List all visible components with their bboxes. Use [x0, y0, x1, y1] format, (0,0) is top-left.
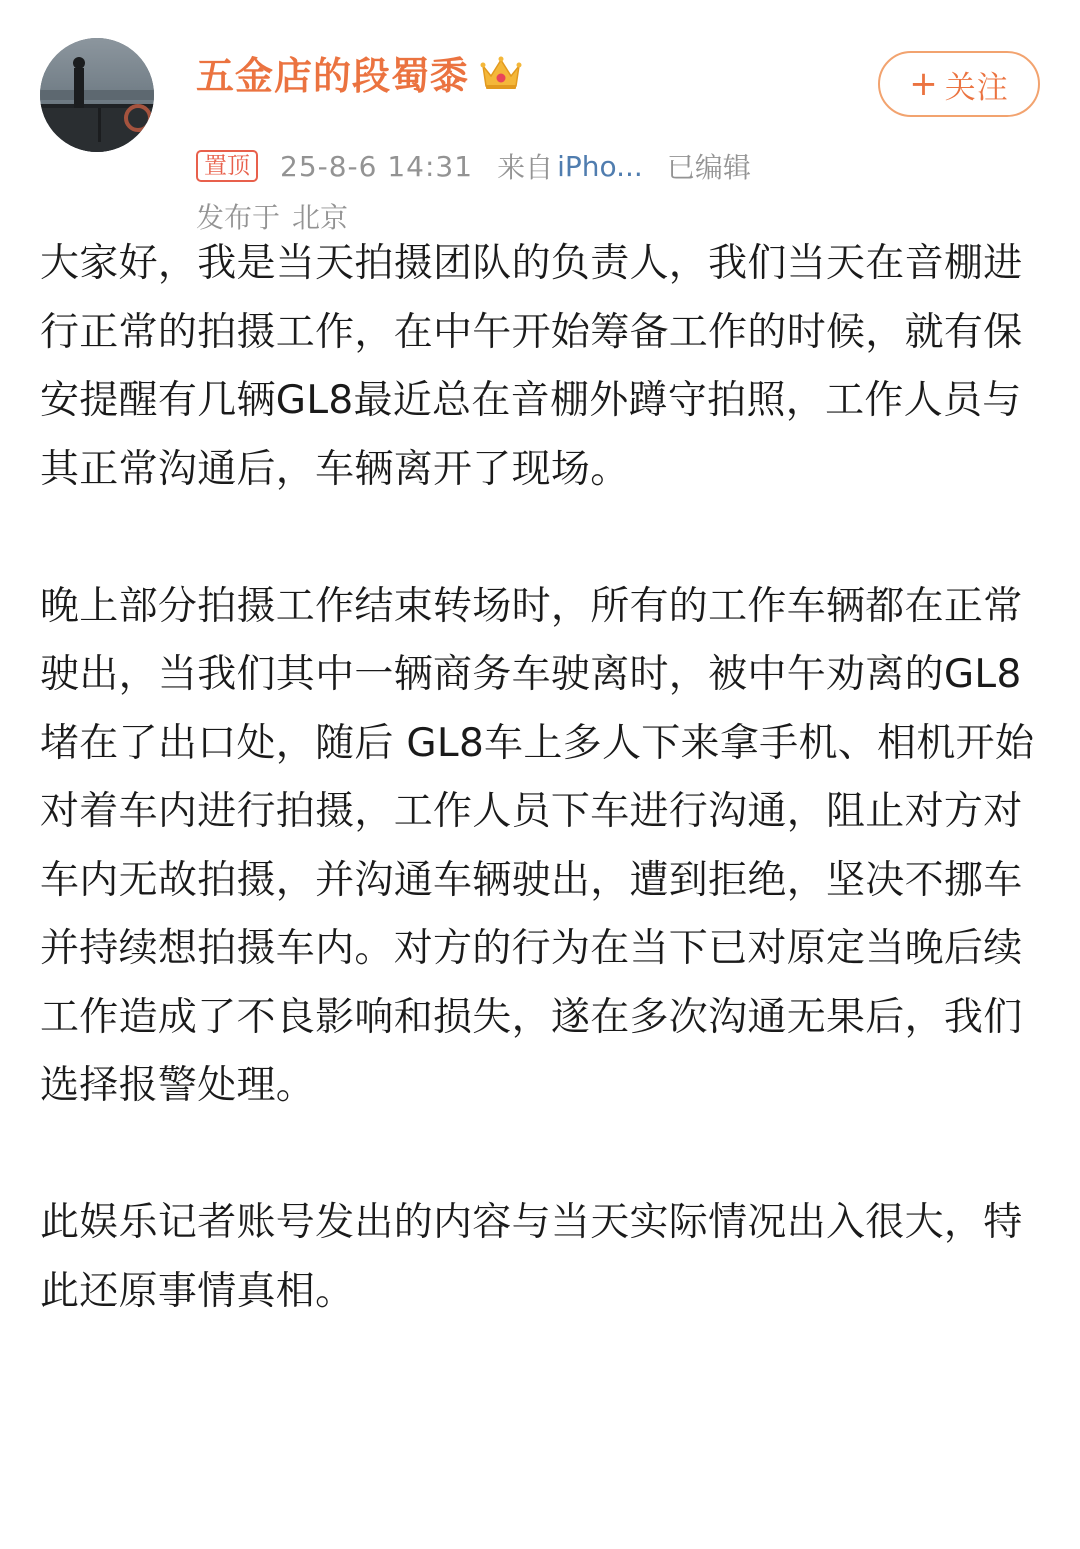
source-label: 来自 — [497, 151, 554, 184]
post-time: 25-8-6 14:31 — [280, 149, 474, 183]
plus-icon: + — [909, 64, 939, 104]
crown-icon — [479, 52, 523, 92]
post-header — [40, 38, 1040, 234]
edited-label[interactable]: 已编辑 — [666, 151, 751, 184]
post-paragraph: 大家好，我是当天拍摄团队的负责人，我们当天在音棚进行正常的拍摄工作，在中午开始筹备工作的时候，就有保安提醒有几辆GL8最近总在音棚外蹲守拍照，工作人员与其正常沟通后，车辆离开了现场。 — [40, 241, 1023, 492]
location-value: 北京 — [292, 201, 349, 234]
post-content — [40, 230, 1040, 1326]
user-name-row — [196, 44, 523, 100]
follow-label: 关注 — [944, 69, 1009, 106]
pinned-badge: 置顶 — [196, 150, 258, 182]
avatar-image — [40, 38, 154, 152]
post-meta — [196, 146, 751, 186]
follow-button[interactable] — [878, 51, 1040, 117]
location-label: 发布于 — [196, 201, 281, 234]
source-device-link[interactable]: iPho... — [557, 149, 643, 183]
post-paragraph: 晚上部分拍摄工作结束转场时，所有的工作车辆都在正常驶出，当我们其中一辆商务车驶离时，被中午劝离的GL8堵在了出口处，随后 GL8车上多人下来拿手机、相机开始对着车内进行拍摄，工作人员下车进行沟通，阻止对方对车内无故拍摄，并沟通车辆驶出，遭到拒绝，坚决不挪车并持续想拍摄车内。对方的行为在当下已对原定当晚后续工作造成了不良影响和损失，遂在多次沟通无果后，我们选择报警处理。 — [40, 583, 1035, 1108]
user-name[interactable]: 五金店的段蜀黍 — [196, 53, 470, 98]
post-paragraph: 此娱乐记者账号发出的内容与当天实际情况出入很大，特此还原事情真相。 — [40, 1200, 1023, 1314]
avatar[interactable] — [40, 38, 154, 152]
